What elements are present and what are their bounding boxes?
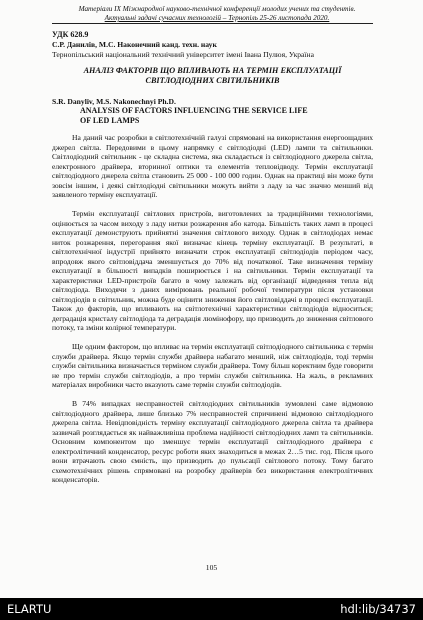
paragraph: Термін експлуатації світлових пристроїв, виготовлених за традиційними технологіями, оцінюється за часом виходу з ладу нитки розжарення або катода. Більшість таких ламп в процесі експлуатації демонструють прийнятні значення світлового виходу. Однак в світлодіодах немає ниток розжарення, перегорання якої визначає кінець терміну експлуатації. В результаті, в світлотехнічної індустрії прийнято визначати строк експлуатації світлодіодів періодом часу, впродовж якого світловіддача зменшується до 70% від початкової. Таке визначення терміну експлуатації в більшості випадків поширюється і на світильники. Термін експлуатації та характеристики LED-пристроїв багато в чому залежать від організації відведення тепла від світлодіода. Виходячи з даних вимірювань реальної робочої температури після установки світлодіодів в світильник, можна буде оцінити зниження його світловіддачі в процесі експлуатації. Також до факторів, що впливають на світлотехнічні характеристики світлодіодів відноситься; деградація кристалу світлодіода та деградація люмінофору, що призводить до зниження світлового потоку, та зміни колірної температури.: [52, 209, 373, 332]
paragraph: В 74% випадках несправностей світлодіодних світильників зумовлені саме відмовою світлодіодного драйвера, лише близько 7% несправностей спричинені відмовою світлодіодного джерела світла. Невідповідність терміну експлуатації світлодіодного джерела світла та драйвера зазвичай розглядається як найважливіша проблема надійності світлодіодних ламп та світильників. Основним компонентом що зменшує термін експлуатації світлодіодного драйвера є електролітичний конденсатор, ресурс роботи яких знаходиться в межах 2…5 тис. год. Після цього вони втрачають свою ємність, що призводить до пульсації світлового потоку. Тому багато схемотехнічних рішень спрямовані на розробку драйверів без використання електролітичних конденсаторів.: [52, 399, 373, 484]
title-ua: АНАЛІЗ ФАКТОРІВ ЩО ВПЛИВАЮТЬ НА ТЕРМІН ЕКСПЛУАТАЦІЇ СВІТЛОДІОДНИХ СВІТИЛЬНИКІВ: [83, 66, 342, 85]
authors-en: S.R. Danyliv, M.S. Nakonechnyi Ph.D.: [52, 97, 176, 106]
header-line-2: Актуальні задачі сучасних технологій – Тернопіль 25-26 листопада 2020.: [104, 14, 330, 22]
udk-code: УДК 628.9: [52, 30, 89, 39]
body-text: [52, 133, 373, 494]
title-en: ANALYSIS OF FACTORS INFLUENCING THE SERVICE LIFE OF LED LAMPS: [80, 106, 308, 125]
footer-bar: [0, 598, 423, 620]
page-number: 105: [205, 563, 218, 572]
paragraph: На даний час розробки в світлотехнічній галузі спрямовані на використання енергоощадних джерел світла. Передовими в цьому напрямку є світлодіодні (LED) лампи та світильники. Світлодіодний світильник - це складна система, яка складається із світлодіодного джерела світла, електронного драйвера, вторинної оптики та елементів тепловідводу. Термін експлуатації світлодіодного джерела світла становить 25 000 - 100 000 годин. Однак на практиці він може бути зовсім іншим, і деякі світлодіодні світильники можуть вийти з ладу за час значно менший від заявленого терміну експлуатації.: [52, 133, 373, 199]
paragraph: Ще одним фактором, що впливає на термін експлуатації світлодіодного світильника є термін служби драйвера. Якщо термін служби драйвера набагато менший, ніж світлодіодів, тоді термін служби світильника визначається терміном служби драйвера. Тому більш коректним буде говорити не про термін служби світлодіодів, а про термін служби світильника. На жаль, в рекламних матеріалах виробники часто вказують саме термін служби світлодіодів.: [52, 342, 373, 389]
header-line-1: Матеріали ІХ Міжнародної науково-технічної конференції молодих учених та студентів.: [78, 5, 356, 13]
authors-ua: С.Р. Данилів, М.С. Наконечний канд. техн. наук: [52, 40, 217, 49]
header-divider: [52, 23, 373, 24]
affiliation: Тернопільський національний технічний університет імені Івана Пулюя, Україна: [52, 50, 314, 59]
handle-id[interactable]: hdl:lib/34737: [340, 602, 416, 616]
running-header: [52, 5, 382, 23]
repository-name[interactable]: ELARTU: [7, 602, 52, 616]
